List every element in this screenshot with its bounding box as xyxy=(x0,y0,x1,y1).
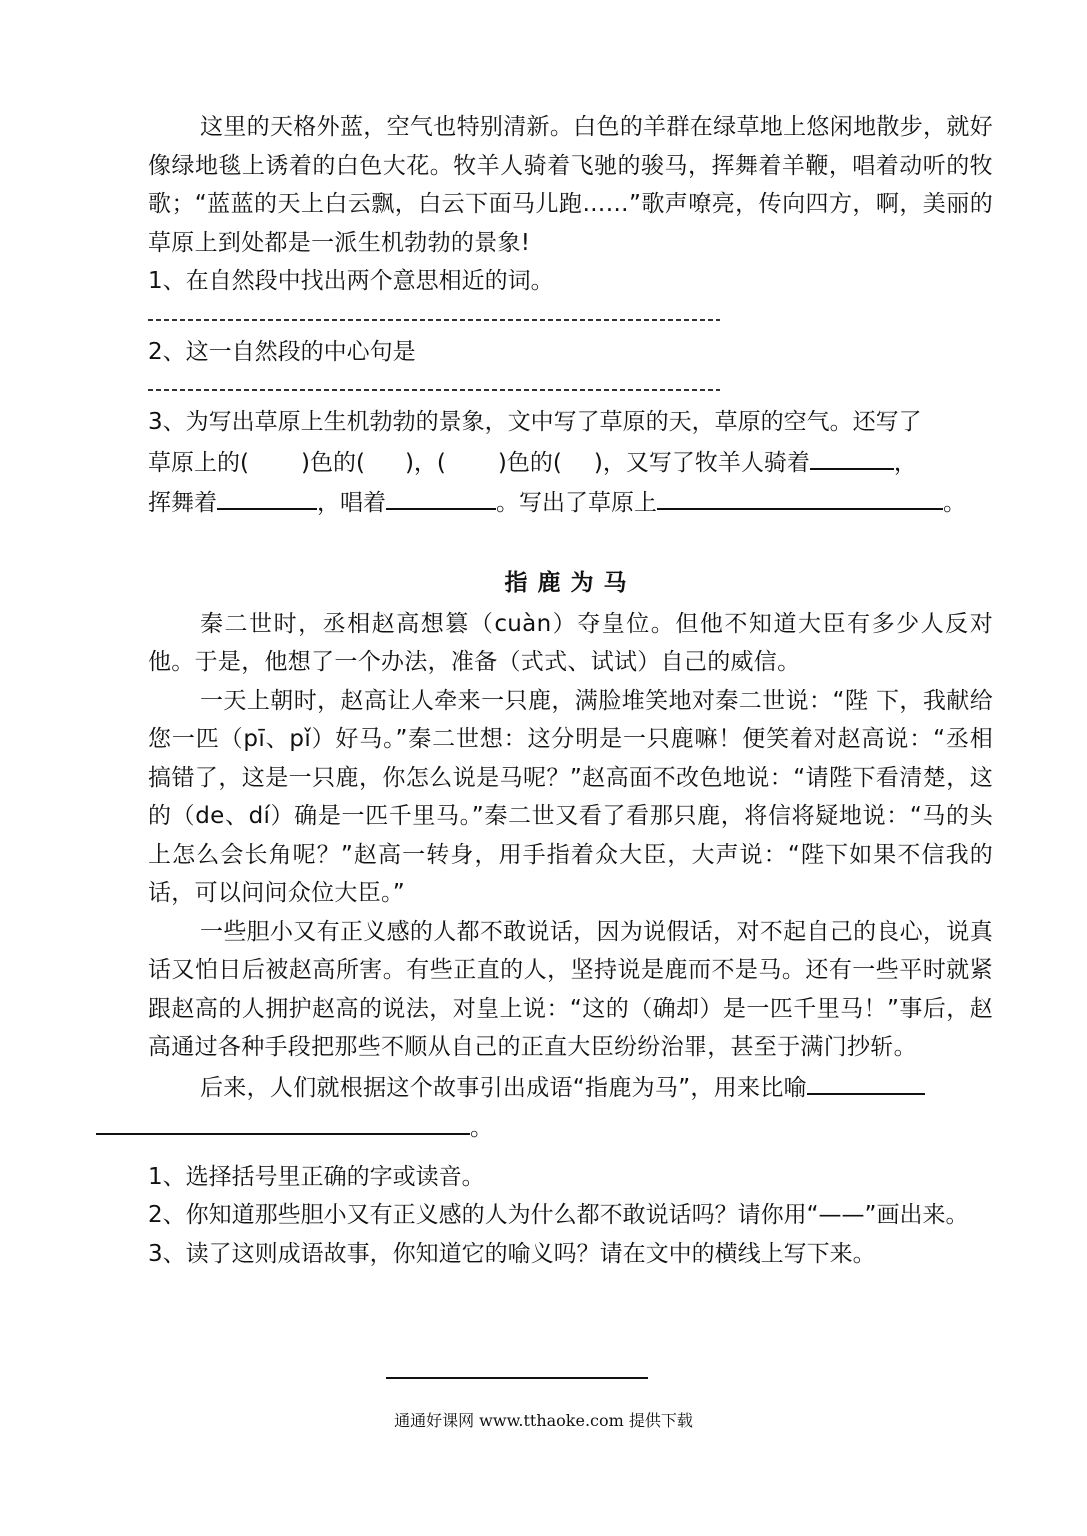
story-question-2: 2、你知道那些胆小又有正义感的人为什么都不敢说话吗？请你用“——”画出来。 xyxy=(148,1202,969,1228)
footer-text: 通通好课网 www.tthaoke.com 提供下载 xyxy=(394,1411,693,1430)
answer-dashed-line xyxy=(148,389,720,391)
story-paragraph: 后来，人们就根据这个故事引出成语“指鹿为马”，用来比喻 。 xyxy=(148,1067,993,1148)
story-paragraph: 一天上朝时，赵高让人牵来一只鹿，满脸堆笑地对秦二世说：“陛 下，我献给您一匹（pī、pǐ）好马。”秦二世想：这分明是一只鹿嘛！便笑着对赵高说：“丞相搞错了，这是一只鹿，你怎么说是马呢？”赵高面不改色地说：“请陛下看清楚，这的（de、dí）确是一匹千里马。”秦二世又看了看那只鹿，将信将疑地说：“马的头上怎么会长角呢？”赵高一转身，用手指着众大臣，大声说：“陛下如果不信我的话，可以问问众位大臣。” xyxy=(148,687,993,906)
story-title: 指鹿为马 xyxy=(504,569,637,596)
story-question-1: 1、选择括号里正确的字或读音。 xyxy=(148,1163,485,1190)
passage-paragraph: 这里的天格外蓝，空气也特别清新。白色的羊群在绿草地上悠闲地散步，就好像绿地毯上诱着的白色大花。牧羊人骑着飞驰的骏马，挥舞着羊鞭，唱着动听的牧歌；“蓝蓝的天上白云飘，白云下面马儿跑……”歌声嘹亮，传向四方，啊，美丽的草原上到处都是一派生机勃勃的景象! xyxy=(148,114,993,256)
question-2: 2、这一自然段的中心句是 xyxy=(148,338,416,365)
worksheet xyxy=(148,108,993,1273)
story-paragraph: 一些胆小又有正义感的人都不敢说话，因为说假话，对不起自己的良心，说真话又怕日后被赵高所害。有些正直的人，坚持说是鹿而不是马。还有一些平时就紧跟赵高的人拥护赵高的说法，对皇上说：“这的（确却）是一匹千里马！”事后，赵高通过各种手段把那些不顺从自己的正直大臣纷纷治罪，甚至于满门抄斩。 xyxy=(148,918,993,1060)
question-3: 3、为写出草原上生机勃勃的景象，文中写了草原的天，草原的空气。还写了 草原上的( )色的( )，( )色的( )，又写了牧羊人骑着 ， 挥舞着 ，唱着 。写出了草原上 。 xyxy=(148,409,966,516)
answer-blank[interactable] xyxy=(657,482,943,510)
answer-blank[interactable] xyxy=(386,482,496,510)
answer-blank[interactable] xyxy=(96,1107,470,1135)
question-1: 1、在自然段中找出两个意思相近的词。 xyxy=(148,268,554,294)
answer-blank[interactable] xyxy=(810,442,894,470)
story-paragraph: 秦二世时，丞相赵高想篡（cuàn）夺皇位。但他不知道大臣有多少人反对他。于是，他想了一个办法，准备（式式、试试）自己的威信。 xyxy=(148,610,993,675)
footer-divider xyxy=(386,1377,648,1379)
answer-blank[interactable] xyxy=(217,482,317,510)
answer-dashed-line xyxy=(148,319,720,321)
story-question-3: 3、读了这则成语故事，你知道它的喻义吗？请在文中的横线上写下来。 xyxy=(148,1240,876,1267)
answer-blank[interactable] xyxy=(807,1067,925,1095)
